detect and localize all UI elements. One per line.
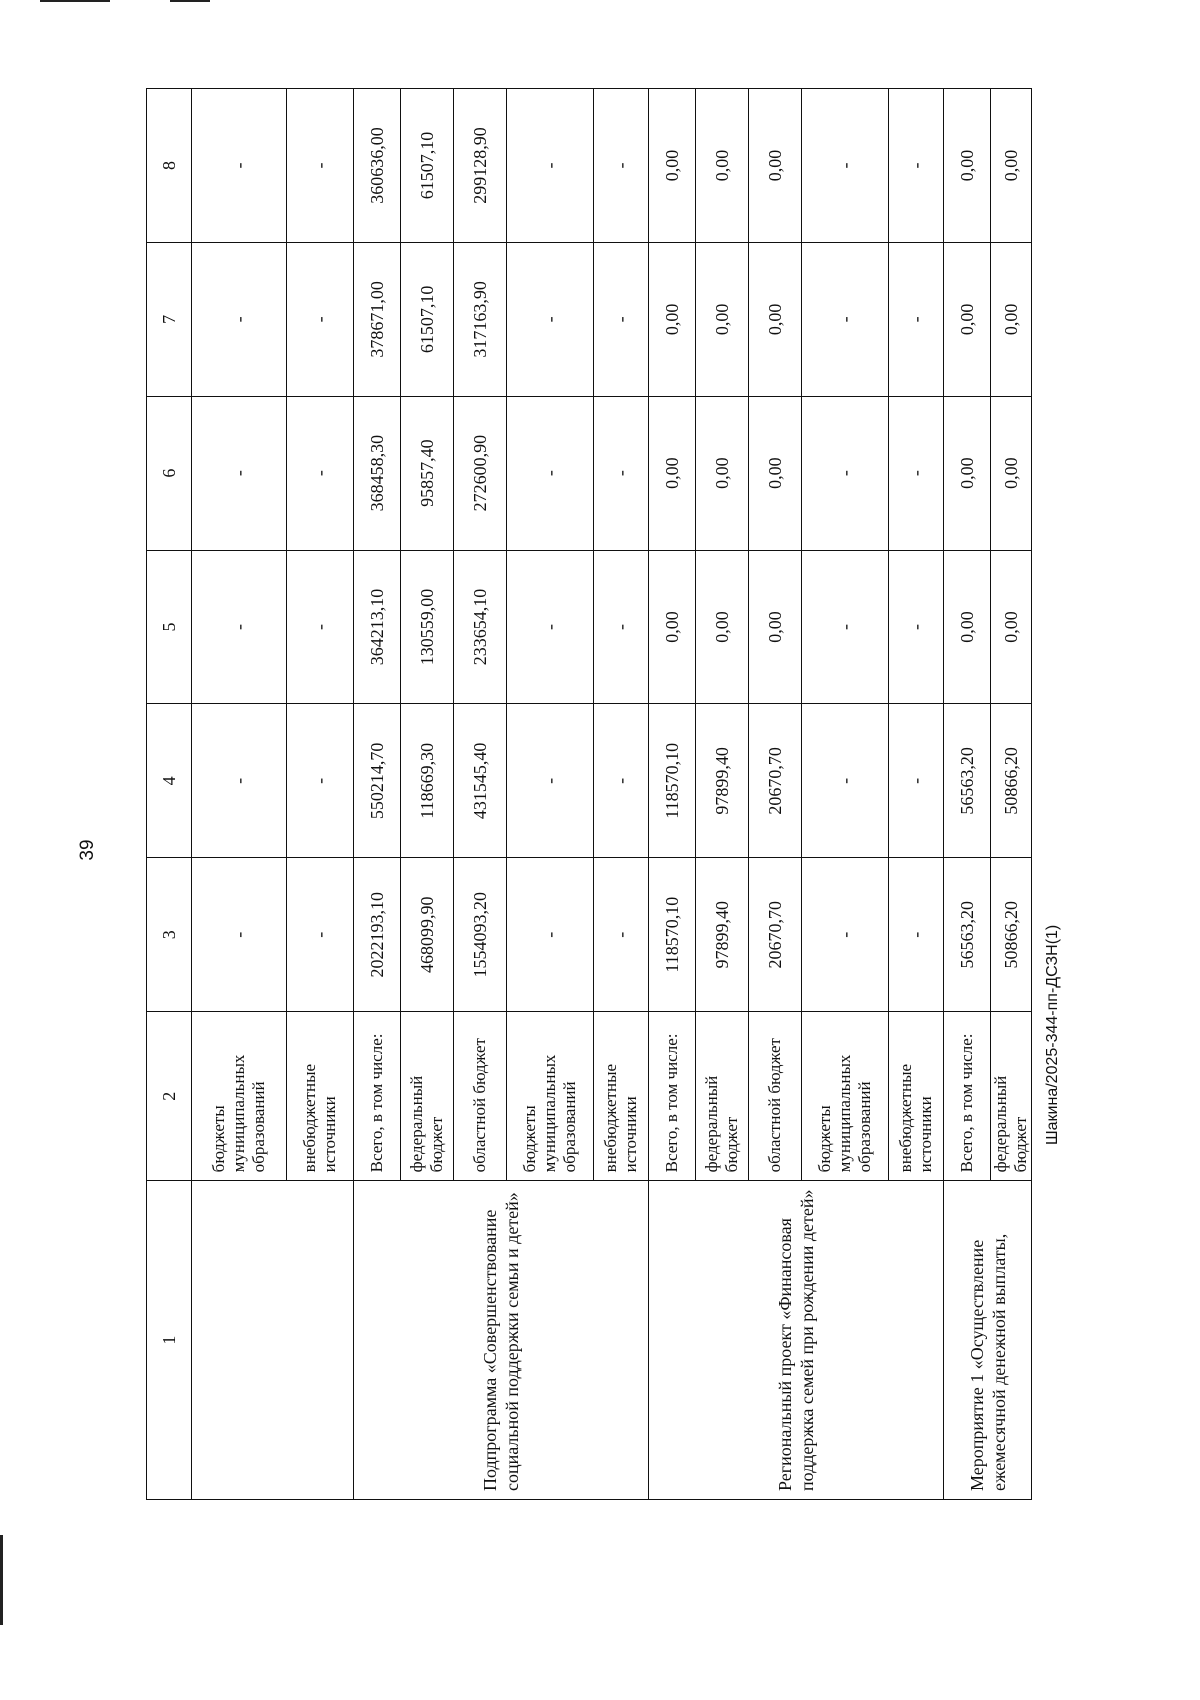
source-cell: федеральный бюджет (401, 1012, 454, 1181)
value-cell: 0,00 (749, 396, 802, 550)
value-cell: - (594, 396, 649, 550)
value-cell: 368458,30 (354, 396, 401, 550)
value-cell: - (889, 858, 944, 1012)
header-col-6: 6 (147, 396, 192, 550)
value-cell: 0,00 (649, 89, 696, 243)
value-cell: 0,00 (696, 89, 749, 243)
value-cell: 299128,90 (454, 89, 507, 243)
value-cell: - (802, 858, 889, 1012)
header-col-5: 5 (147, 550, 192, 704)
value-cell: 97899,40 (696, 704, 749, 858)
value-cell: - (287, 242, 354, 396)
value-cell: 360636,00 (354, 89, 401, 243)
value-cell: 0,00 (749, 89, 802, 243)
value-cell: 0,00 (991, 89, 1032, 243)
value-cell: - (802, 242, 889, 396)
budget-table (146, 88, 1032, 1500)
page-number: 39 (77, 839, 98, 861)
value-cell: 468099,90 (401, 858, 454, 1012)
value-cell: - (802, 704, 889, 858)
value-cell: - (802, 550, 889, 704)
value-cell: - (287, 704, 354, 858)
value-cell: 0,00 (991, 396, 1032, 550)
value-cell: 0,00 (649, 396, 696, 550)
value-cell: 50866,20 (991, 704, 1032, 858)
value-cell: 550214,70 (354, 704, 401, 858)
value-cell: - (594, 550, 649, 704)
value-cell: 0,00 (749, 242, 802, 396)
program-name-cell: Подпрограмма «Совершенствование социальной поддержки семьи и детей» (354, 1181, 649, 1500)
value-cell: - (889, 396, 944, 550)
source-cell: областной бюджет (749, 1012, 802, 1181)
value-cell: - (889, 550, 944, 704)
source-cell: Всего, в том числе: (944, 1012, 991, 1181)
source-cell: внебюджетные источники (889, 1012, 944, 1181)
source-cell: Всего, в том числе: (354, 1012, 401, 1181)
value-cell: - (192, 704, 287, 858)
value-cell: - (594, 89, 649, 243)
table-row (192, 89, 287, 1500)
value-cell: - (287, 396, 354, 550)
table-row (649, 89, 696, 1500)
value-cell: - (507, 858, 594, 1012)
scan-mark-top-2 (170, 0, 210, 2)
header-col-4: 4 (147, 704, 192, 858)
rotated-table-frame (146, 88, 1034, 1500)
value-cell: 0,00 (944, 242, 991, 396)
program-name-cell: Региональный проект «Финансовая поддержка семей при рождении детей» (649, 1181, 944, 1500)
value-cell: 0,00 (696, 242, 749, 396)
source-cell: федеральный бюджет (696, 1012, 749, 1181)
value-cell: 378671,00 (354, 242, 401, 396)
value-cell: 272600,90 (454, 396, 507, 550)
value-cell: 20670,70 (749, 858, 802, 1012)
value-cell: 0,00 (944, 89, 991, 243)
table-row (354, 89, 401, 1500)
value-cell: 0,00 (944, 550, 991, 704)
value-cell: - (594, 242, 649, 396)
value-cell: - (507, 396, 594, 550)
scan-mark-top (40, 0, 110, 2)
source-cell: внебюджетные источники (287, 1012, 354, 1181)
value-cell: 317163,90 (454, 242, 507, 396)
value-cell: 2022193,10 (354, 858, 401, 1012)
value-cell: 118570,10 (649, 704, 696, 858)
value-cell: 0,00 (696, 550, 749, 704)
value-cell: 0,00 (991, 550, 1032, 704)
value-cell: 0,00 (649, 550, 696, 704)
value-cell: - (802, 89, 889, 243)
document-code: Шакина/2025-344-пп-ДСЗН(1) (1044, 924, 1061, 1145)
value-cell: - (507, 550, 594, 704)
source-cell: федеральный бюджет (991, 1012, 1032, 1181)
scan-mark-left (0, 1535, 3, 1625)
value-cell: - (192, 858, 287, 1012)
value-cell: - (192, 89, 287, 243)
source-cell: областной бюджет (454, 1012, 507, 1181)
value-cell: 97899,40 (696, 858, 749, 1012)
value-cell: 364213,10 (354, 550, 401, 704)
value-cell: 0,00 (696, 396, 749, 550)
value-cell: 0,00 (749, 550, 802, 704)
value-cell: 56563,20 (944, 858, 991, 1012)
header-col-1: 1 (147, 1181, 192, 1500)
value-cell: 20670,70 (749, 704, 802, 858)
value-cell: 56563,20 (944, 704, 991, 858)
value-cell: 0,00 (649, 242, 696, 396)
value-cell: 431545,40 (454, 704, 507, 858)
value-cell: - (889, 89, 944, 243)
source-cell: бюджеты муниципальных образований (507, 1012, 594, 1181)
value-cell: - (507, 242, 594, 396)
value-cell: 130559,00 (401, 550, 454, 704)
value-cell: 95857,40 (401, 396, 454, 550)
rotated-table-container (146, 88, 1034, 1500)
source-cell: бюджеты муниципальных образований (802, 1012, 889, 1181)
value-cell: - (507, 89, 594, 243)
value-cell: - (192, 242, 287, 396)
value-cell: - (889, 704, 944, 858)
source-cell: бюджеты муниципальных образований (192, 1012, 287, 1181)
source-cell: внебюджетные источники (594, 1012, 649, 1181)
table-row (944, 89, 991, 1500)
value-cell: - (594, 858, 649, 1012)
value-cell: 0,00 (944, 396, 991, 550)
value-cell: - (507, 704, 594, 858)
header-col-2: 2 (147, 1012, 192, 1181)
value-cell: - (287, 89, 354, 243)
header-col-7: 7 (147, 242, 192, 396)
program-name-cell: Мероприятие 1 «Осуществление ежемесячной денежной выплаты, (944, 1181, 1032, 1500)
value-cell: - (802, 396, 889, 550)
value-cell: - (192, 396, 287, 550)
program-name-cell (192, 1181, 354, 1500)
value-cell: - (192, 550, 287, 704)
value-cell: 50866,20 (991, 858, 1032, 1012)
value-cell: 61507,10 (401, 89, 454, 243)
header-col-3: 3 (147, 858, 192, 1012)
value-cell: 233654,10 (454, 550, 507, 704)
value-cell: 0,00 (991, 242, 1032, 396)
header-col-8: 8 (147, 89, 192, 243)
value-cell: - (594, 704, 649, 858)
value-cell: 118669,30 (401, 704, 454, 858)
value-cell: 61507,10 (401, 242, 454, 396)
table-header-row (147, 89, 192, 1500)
value-cell: 1554093,20 (454, 858, 507, 1012)
value-cell: - (287, 550, 354, 704)
value-cell: - (889, 242, 944, 396)
value-cell: 118570,10 (649, 858, 696, 1012)
source-cell: Всего, в том числе: (649, 1012, 696, 1181)
value-cell: - (287, 858, 354, 1012)
